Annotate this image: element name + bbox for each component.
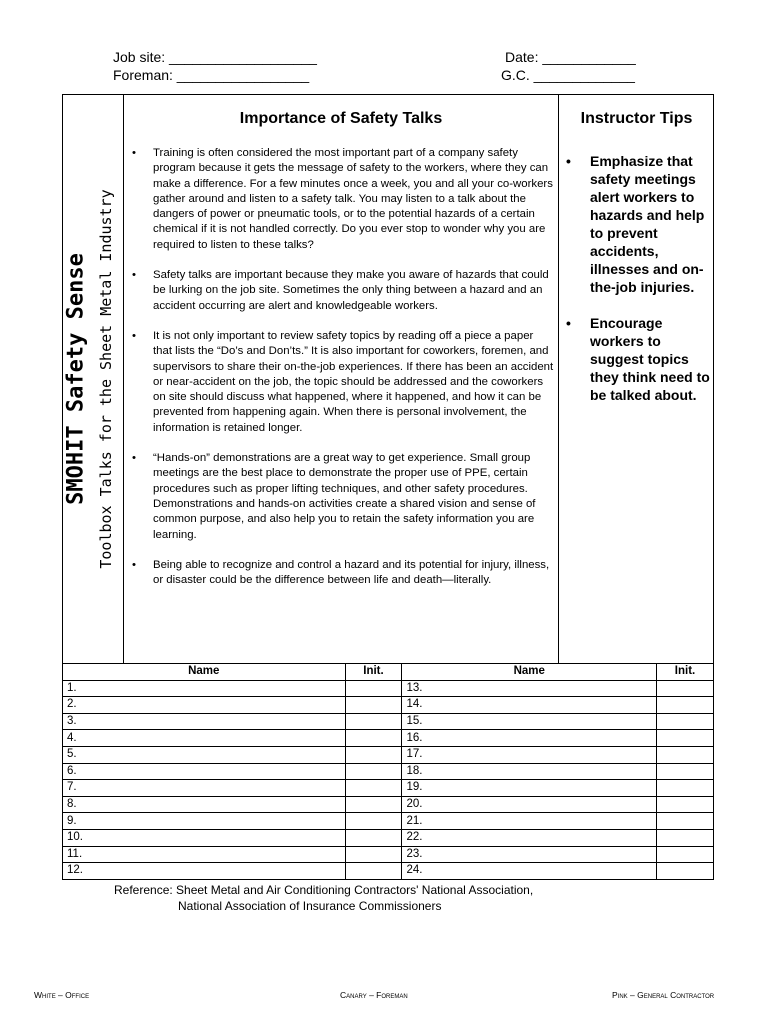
table-row <box>63 780 714 797</box>
tip-text: Encourage workers to suggest topics they think need to be talked about. <box>590 315 710 403</box>
name-cell[interactable]: 14. <box>402 697 657 714</box>
sign-in-table <box>62 663 714 880</box>
tips-bullet-list <box>564 152 712 422</box>
name-cell[interactable]: 1. <box>63 680 346 697</box>
init-cell[interactable] <box>345 829 402 846</box>
foreman-field: Foreman: _________________ <box>113 67 310 83</box>
table-row <box>63 680 714 697</box>
name-cell[interactable]: 10. <box>63 829 346 846</box>
list-item <box>130 451 555 543</box>
table-row <box>63 763 714 780</box>
list-item <box>130 146 555 253</box>
init-column-header: Init. <box>657 664 714 681</box>
name-cell[interactable]: 24. <box>402 863 657 880</box>
name-column-header: Name <box>63 664 346 681</box>
name-cell[interactable]: 12. <box>63 863 346 880</box>
name-cell[interactable]: 19. <box>402 780 657 797</box>
tip-text: Emphasize that safety meetings alert workers to hazards and help to prevent accidents, illnesses and on-the-job injuries. <box>590 153 705 295</box>
name-cell[interactable]: 9. <box>63 813 346 830</box>
name-cell[interactable]: 15. <box>402 713 657 730</box>
tips-title: Instructor Tips <box>580 110 693 127</box>
name-cell[interactable]: 18. <box>402 763 657 780</box>
init-cell[interactable] <box>345 813 402 830</box>
init-cell[interactable] <box>657 763 714 780</box>
name-cell[interactable]: 8. <box>63 796 346 813</box>
init-cell[interactable] <box>657 780 714 797</box>
name-column-header: Name <box>402 664 657 681</box>
name-cell[interactable]: 7. <box>63 780 346 797</box>
table-row <box>63 697 714 714</box>
bullet-icon: • <box>566 153 571 169</box>
footer-pink-copy: Pink – General Contractor <box>612 990 715 1000</box>
init-cell[interactable] <box>657 813 714 830</box>
column-divider <box>558 94 559 664</box>
init-cell[interactable] <box>657 680 714 697</box>
table-row <box>63 846 714 863</box>
name-cell[interactable]: 16. <box>402 730 657 747</box>
bullet-icon: • <box>566 315 571 331</box>
name-cell[interactable]: 2. <box>63 697 346 714</box>
name-cell[interactable]: 6. <box>63 763 346 780</box>
table-header-row <box>63 664 714 681</box>
init-cell[interactable] <box>345 780 402 797</box>
init-cell[interactable] <box>345 713 402 730</box>
table-row <box>63 796 714 813</box>
table-row <box>63 829 714 846</box>
date-field: Date: ____________ <box>505 49 636 65</box>
table-row <box>63 813 714 830</box>
init-cell[interactable] <box>345 680 402 697</box>
bullet-icon: • <box>132 558 136 571</box>
name-cell[interactable]: 4. <box>63 730 346 747</box>
reference-block <box>114 882 533 914</box>
footer-canary-copy: Canary – Foreman <box>340 990 408 1000</box>
init-cell[interactable] <box>657 846 714 863</box>
bullet-text: Training is often considered the most important part of a company safety program because it gets the message of safety to the workers, where they can make a difference. For a few minutes once a week, you and all your co-workers gather around and listen to a safety talk. You may listen to a talk about the dangers of power or pneumatic tools, or to the potential hazards of a certain chemical if it is not handled correctly. Do you ever stop to wonder why you are required to listen to these talks? <box>153 147 553 251</box>
bullet-text: Safety talks are important because they make you aware of hazards that could be lurking on the job site. Sometimes the only thing between a hazard and an accident occurring are alert and knowledgeable workers. <box>153 269 549 312</box>
bullet-icon: • <box>132 329 136 342</box>
name-cell[interactable]: 3. <box>63 713 346 730</box>
job-site-field: Job site: ___________________ <box>113 49 317 65</box>
name-cell[interactable]: 5. <box>63 746 346 763</box>
bullet-text: It is not only important to review safety topics by reading off a piece a paper that lists the “Do’s and Don’ts.” It is also important for coworkers, foremen, and supervisors to share their on-the-job experiences. If there has been an accident or near-accident on the job, the topic should be addressed and the coworkers on site should discuss what happened, where it happened, and how it can be prevented from happening again. When there is personal involvement, the information is retained longer. <box>153 329 554 434</box>
name-cell[interactable]: 23. <box>402 846 657 863</box>
init-cell[interactable] <box>345 763 402 780</box>
init-cell[interactable] <box>657 746 714 763</box>
list-item <box>130 558 555 589</box>
init-cell[interactable] <box>657 829 714 846</box>
gc-field: G.C. _____________ <box>501 67 635 83</box>
init-cell[interactable] <box>345 730 402 747</box>
table-row <box>63 746 714 763</box>
init-cell[interactable] <box>345 846 402 863</box>
list-item <box>564 152 712 296</box>
list-item <box>564 314 712 404</box>
table-row <box>63 713 714 730</box>
list-item <box>130 268 555 314</box>
list-item <box>130 329 555 436</box>
name-cell[interactable]: 21. <box>402 813 657 830</box>
sidebar-title: SMOHIT Safety Sense <box>63 253 88 505</box>
sign-in-rows <box>63 680 714 879</box>
init-cell[interactable] <box>345 796 402 813</box>
name-cell[interactable]: 20. <box>402 796 657 813</box>
bullet-text: “Hands-on” demonstrations are a great way to get experience. Small group meetings are the best place to demonstrate the proper use of PPE, certain procedures such as proper lifting techniques, and other safety procedures. Demonstrations and hands-on activities create a shared vision and sense of common purpose, and also help you to retain the safety information you are learning. <box>153 452 536 541</box>
init-cell[interactable] <box>657 796 714 813</box>
footer-white-copy: White – Office <box>34 990 90 1000</box>
table-row <box>63 863 714 880</box>
init-cell[interactable] <box>657 863 714 880</box>
reference-line-1: Reference: Sheet Metal and Air Conditioning Contractors' National Association, <box>114 883 534 897</box>
init-cell[interactable] <box>345 697 402 714</box>
name-cell[interactable]: 13. <box>402 680 657 697</box>
sidebar-banner <box>62 94 124 664</box>
reference-line-2: National Association of Insurance Commissioners <box>178 899 442 913</box>
init-cell[interactable] <box>345 746 402 763</box>
init-cell[interactable] <box>657 697 714 714</box>
name-cell[interactable]: 22. <box>402 829 657 846</box>
bullet-text: Being able to recognize and control a hazard and its potential for injury, illness, or disaster could be the difference between life and death—literally. <box>153 558 550 587</box>
page-title: Importance of Safety Talks <box>239 110 443 127</box>
table-row <box>63 730 714 747</box>
init-cell[interactable] <box>345 863 402 880</box>
main-bullet-list <box>130 146 555 603</box>
bullet-icon: • <box>132 147 136 159</box>
init-column-header: Init. <box>345 664 402 681</box>
bullet-icon: • <box>132 452 136 465</box>
init-cell[interactable] <box>657 730 714 747</box>
bullet-icon: • <box>132 269 136 282</box>
init-cell[interactable] <box>657 713 714 730</box>
sidebar-subtitle: Toolbox Talks for the Sheet Metal Industry <box>96 189 115 569</box>
name-cell[interactable]: 17. <box>402 746 657 763</box>
name-cell[interactable]: 11. <box>63 846 346 863</box>
